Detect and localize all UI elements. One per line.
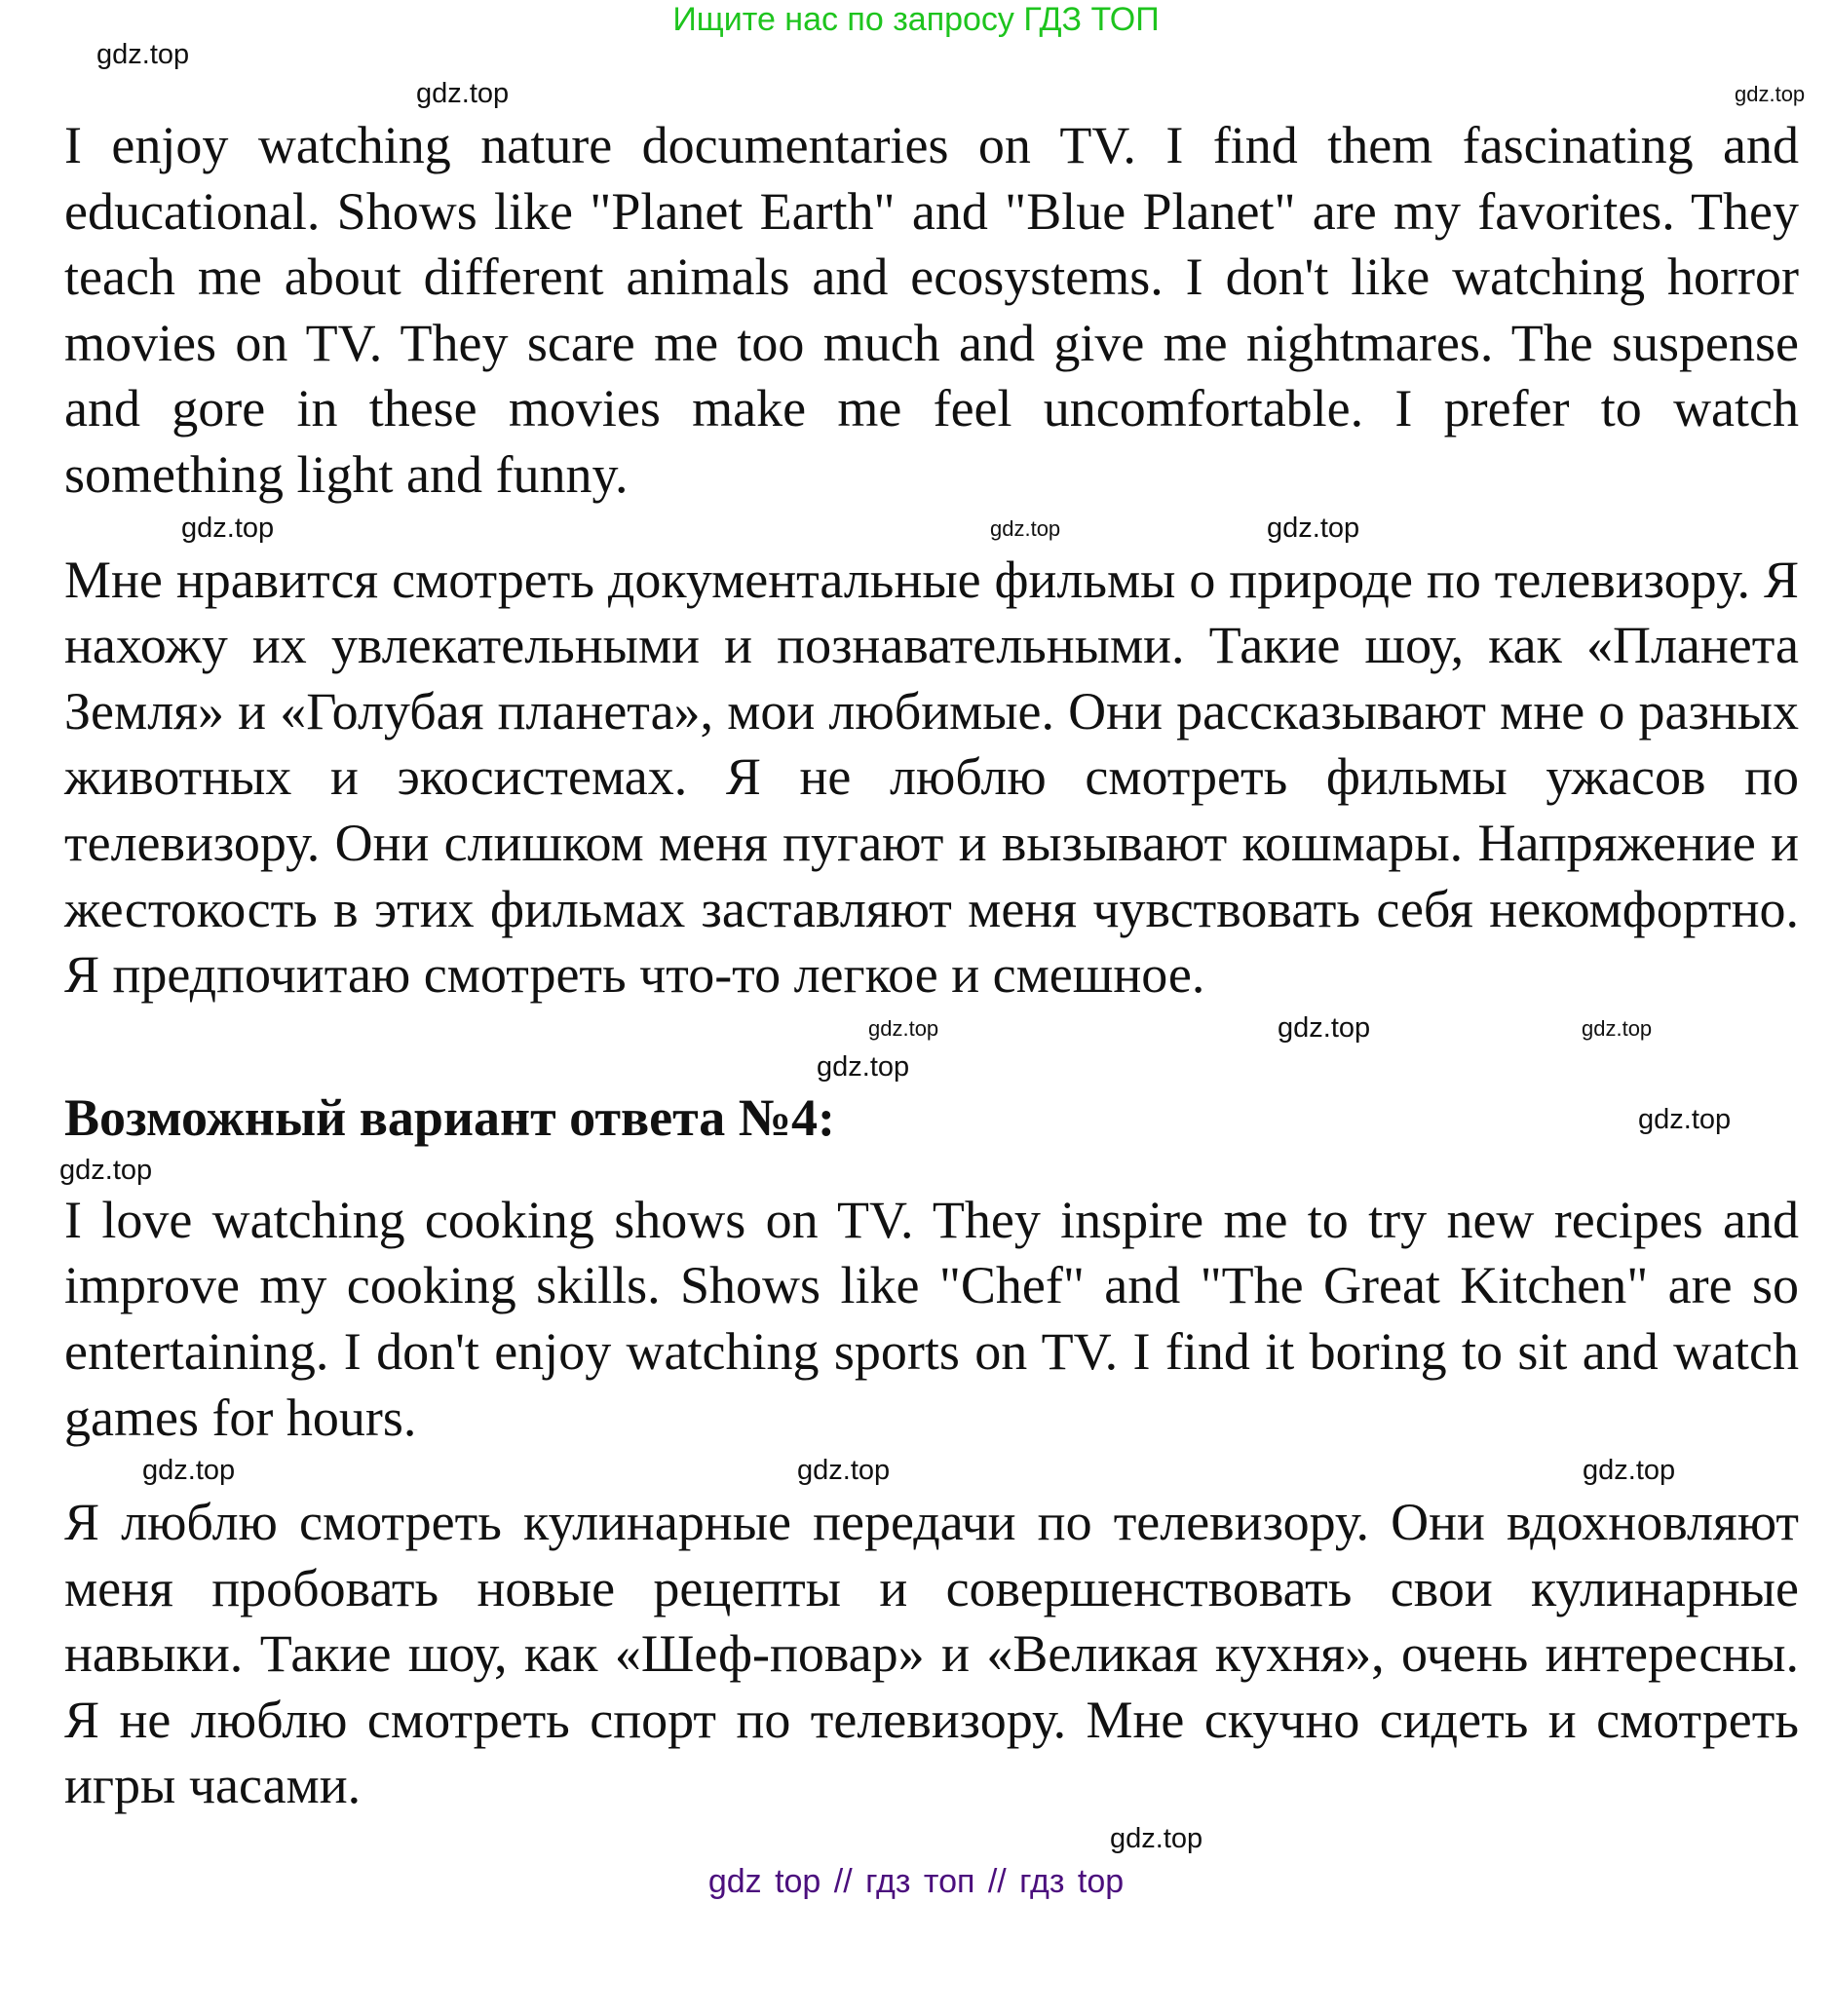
watermark: gdz.top: [1638, 1103, 1732, 1135]
watermark: gdz.top: [868, 1015, 939, 1041]
watermark-row: [0, 39, 1832, 74]
search-banner: Ищите нас по запросу ГДЗ ТОП: [672, 1, 1160, 38]
watermark-row: [0, 74, 1832, 113]
answer-paragraph-ru-3: Мне нравится смотреть документальные фильмы о природе по телевизору. Я нахожу их увлекательными и познавательными. Такие шоу, как «Планета Земля» и «Голубая планета», мои любимые. Они рассказывают мне о разных животных и экосистемах. Я не люблю смотреть фильмы ужасов по телевизору. Они слишком меня пугают и вызывают кошмары. Напряжение и жестокость в этих фильмах заставляют меня чувствовать себя некомфортно. Я предпочитаю смотреть что-то легкое и смешное.: [64, 550, 1799, 1005]
watermark: gdz.top: [1582, 1015, 1653, 1041]
watermark: gdz.top: [59, 1154, 153, 1186]
watermark-row: [0, 1047, 1832, 1086]
watermark: gdz.top: [416, 78, 510, 109]
watermark: gdz.top: [96, 39, 190, 70]
watermark: gdz.top: [1110, 1823, 1203, 1855]
watermark: gdz.top: [142, 1455, 236, 1487]
watermark-row: [0, 509, 1832, 548]
watermark-row: [0, 1819, 1832, 1858]
watermark: gdz.top: [817, 1050, 910, 1083]
watermark-row: [0, 1151, 1832, 1188]
answer-paragraph-en-4: I love watching cooking shows on TV. They inspire me to try new recipes and improve my cooking skills. Shows like "Chef" and "The Great Kitchen" are so entertaining. I don't enjoy watching sports on TV. I find it boring to sit and watch games for hours.: [64, 1190, 1799, 1447]
watermark: gdz.top: [1278, 1011, 1371, 1044]
answer-paragraph-ru-4: Я люблю смотреть кулинарные передачи по телевизору. Они вдохновляют меня пробовать новые рецепты и совершенствовать свои кулинарные навыки. Такие шоу, как «Шеф-повар» и «Великая кухня», очень интересны. Я не люблю смотреть спорт по телевизору. Мне скучно сидеть и смотреть игры часами.: [64, 1493, 1799, 1815]
heading-row: [0, 1086, 1832, 1151]
watermark-row: [0, 1451, 1832, 1490]
answer-heading-4: Возможный вариант ответа №4:: [64, 1087, 836, 1147]
footer-links: gdz top // гдз топ // гдз top: [707, 1863, 1125, 1901]
watermark: gdz.top: [1583, 1455, 1676, 1487]
watermark: gdz.top: [181, 512, 275, 544]
watermark: gdz.top: [1267, 512, 1360, 544]
watermark-row: [0, 1008, 1832, 1047]
answer-paragraph-en-3: I enjoy watching nature documentaries on TV. I find them fascinating and educational. Shows like "Planet Earth" and "Blue Planet" are my favorites. They teach me about different animals and ecosystems. I don't like watching horror movies on TV. They scare me too much and give me nightmares. The suspense and gore in these movies make me feel uncomfortable. I prefer to watch something light and funny.: [64, 116, 1799, 504]
watermark: gdz.top: [797, 1455, 891, 1487]
watermark: gdz.top: [1735, 82, 1806, 106]
watermark: gdz.top: [990, 515, 1061, 541]
